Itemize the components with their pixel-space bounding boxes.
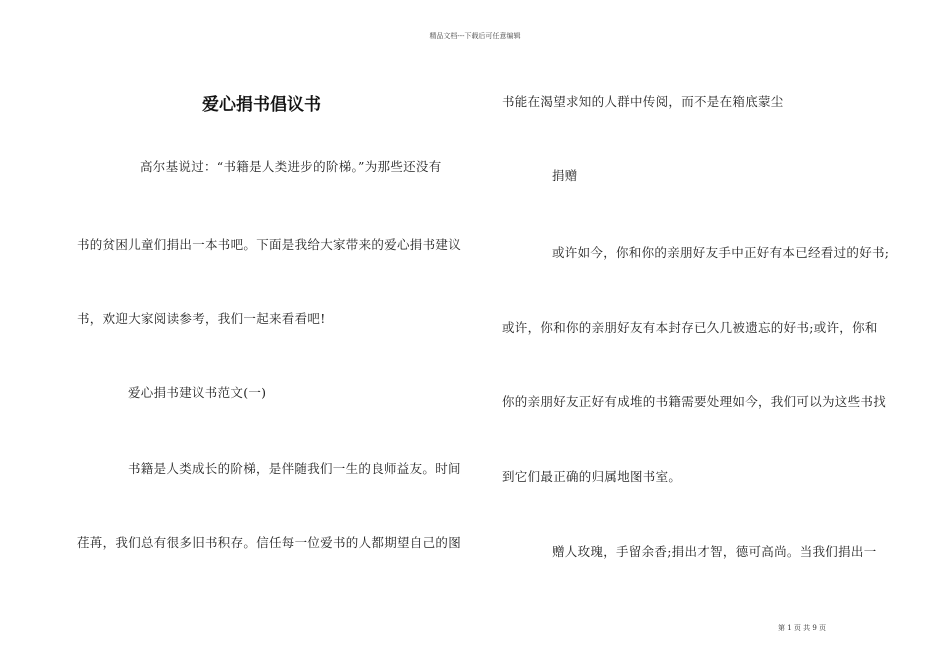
page-number: 第 1 页 共 9 页 <box>778 624 827 632</box>
paragraph-line: 或许，你和你的亲朋好友有本封存已久几被遗忘的好书;或许，你和 <box>502 320 878 335</box>
paragraph-line: 到它们最正确的归属地图书室。 <box>502 469 682 484</box>
paragraph-line: 荏苒，我们总有很多旧书积存。信任每一位爱书的人都期望自己的图 <box>77 535 462 550</box>
paragraph-line: 书籍是人类成长的阶梯，是伴随我们一生的良师益友。时间 <box>128 461 461 476</box>
page-header-note: 精品文档---下载后可任意编辑 <box>429 32 521 40</box>
paragraph-line: 书，欢迎大家阅读参考，我们一起来看看吧! <box>77 311 326 326</box>
section-heading: 爱心捐书建议书范文(一) <box>128 385 267 400</box>
paragraph-line: 书的贫困儿童们捐出一本书吧。下面是我给大家带来的爱心捐书建议 <box>77 237 462 252</box>
paragraph-line: 赠人玫瑰，手留余香;捐出才智，德可高尚。当我们捐出一 <box>552 544 877 559</box>
paragraph-line: 高尔基说过：“书籍是人类进步的阶梯。”为那些还没有 <box>140 159 442 174</box>
paragraph-line: 书能在渴望求知的人群中传阅，而不是在箱底蒙尘 <box>502 94 784 109</box>
section-label: 捐赠 <box>552 168 578 183</box>
document-title: 爱心捐书倡议书 <box>202 95 321 115</box>
paragraph-line: 你的亲朋好友正好有成堆的书籍需要处理如今，我们可以为这些书找 <box>502 394 887 409</box>
paragraph-line: 或许如今，你和你的亲朋好友手中正好有本已经看过的好书; <box>552 245 890 260</box>
